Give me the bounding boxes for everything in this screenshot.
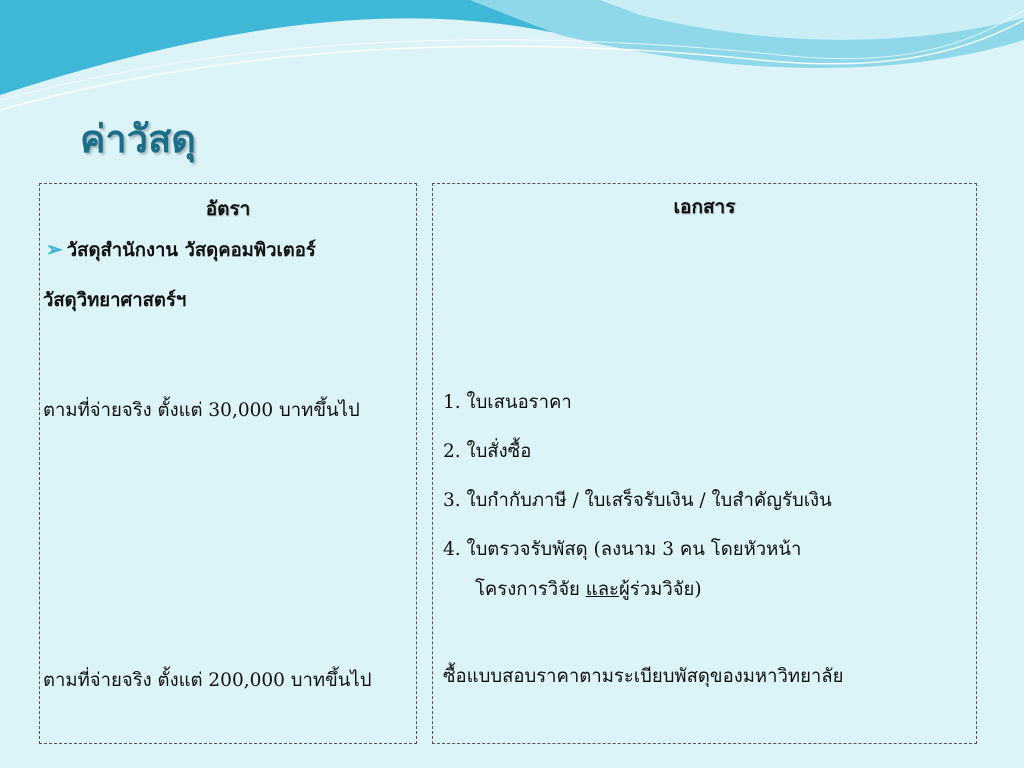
rate-30000: ตามที่จ่ายจริง ตั้งแต่ 30,000 บาทขึ้นไป bbox=[43, 400, 360, 421]
inspection-line2-part1: โครงการวิจัย bbox=[475, 579, 586, 600]
document-item-purchase-order: 2. ใบสั่งซื้อ bbox=[443, 441, 532, 462]
document-item-inspection-line1: 4. ใบตรวจรับพัสดุ (ลงนาม 3 คน โดยหัวหน้า bbox=[443, 539, 802, 560]
inspection-line2-part2: ผู้ร่วมวิจัย) bbox=[618, 579, 702, 600]
arrow-bullet-icon: ➢ bbox=[46, 237, 63, 261]
procurement-note: ซื้อแบบสอบราคาตามระเบียบพัสดุของมหาวิทยาลัย bbox=[443, 666, 844, 687]
rate-200000: ตามที่จ่ายจริง ตั้งแต่ 200,000 บาทขึ้นไป bbox=[43, 670, 372, 691]
document-item-inspection-line2 bbox=[475, 575, 702, 604]
inspection-line2-underlined: และ bbox=[585, 579, 619, 600]
page-title: ค่าวัสดุ bbox=[80, 117, 196, 161]
material-types-text: วัสดุสำนักงาน วัสดุคอมพิวเตอร์ bbox=[66, 240, 316, 261]
documents-panel bbox=[432, 183, 977, 744]
rate-panel bbox=[39, 183, 417, 744]
material-types-line2: วัสดุวิทยาศาสตร์ฯ bbox=[43, 290, 187, 311]
document-item-tax-invoice: 3. ใบกำกับภาษี / ใบเสร็จรับเงิน / ใบสำคัญรับเงิน bbox=[443, 490, 832, 511]
document-item-quotation: 1. ใบเสนอราคา bbox=[443, 392, 572, 413]
rate-heading: อัตรา bbox=[205, 198, 251, 220]
material-types-line1 bbox=[46, 236, 316, 265]
documents-heading: เอกสาร bbox=[673, 196, 736, 218]
